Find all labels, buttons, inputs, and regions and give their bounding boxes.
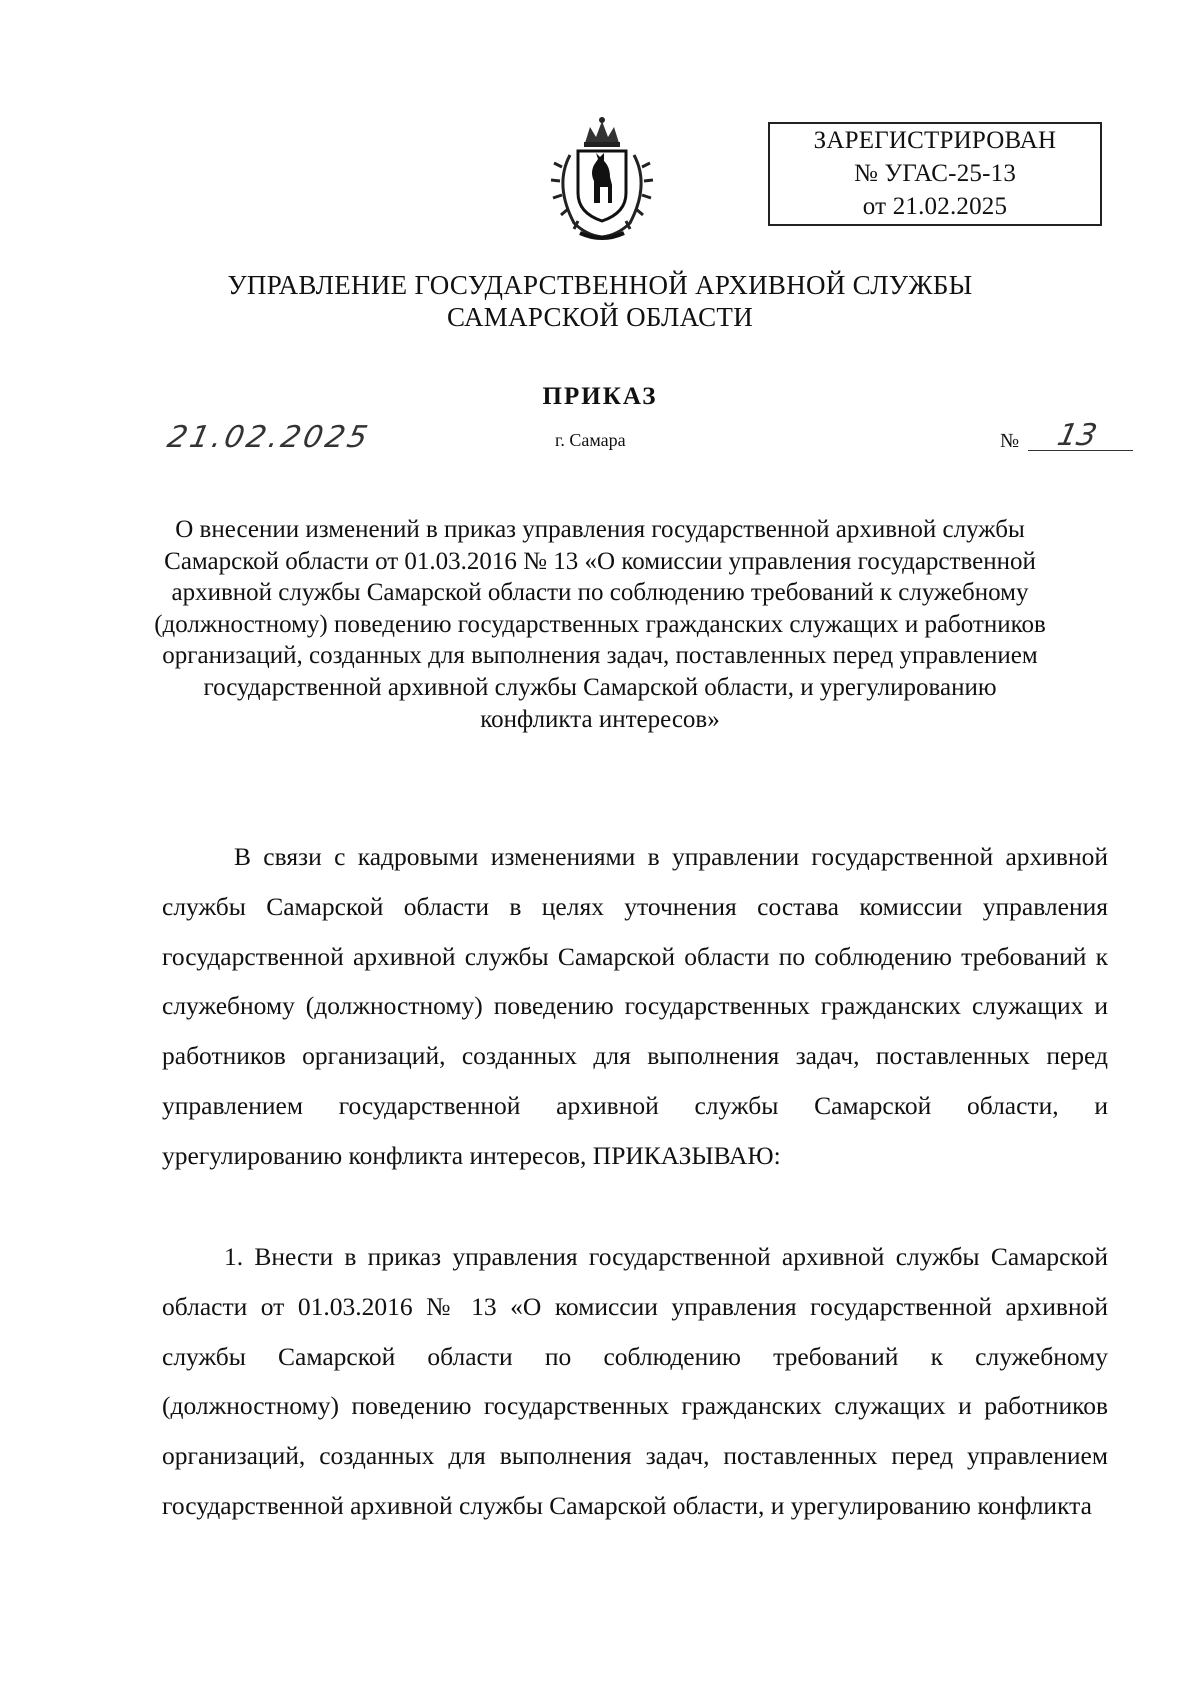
stamp-line-registered: ЗАРЕГИСТРИРОВАН (813, 127, 1057, 154)
stamp-line-number: № УГАС-25-13 (853, 160, 1017, 187)
registration-stamp (768, 122, 1102, 226)
handwritten-date: 21.02.2025 (164, 420, 374, 455)
body-paragraph-item-1: 1. Внести в приказ управления государственной архивной службы Самарской области от 01.03.2016 № 13 «О комиссии управления государственной архивной службы Самарской области по соблюдению требований к служебному (должностному) поведению государственных гражданских служащих и работников организаций, созданных для выполнения задач, поставленных перед управлением государственной архивной службы Самарской области, и урегулированию конфликта (162, 1242, 1108, 1520)
organization-name-line2: САМАРСКОЙ ОБЛАСТИ (446, 302, 753, 332)
organization-name-line1: УПРАВЛЕНИЕ ГОСУДАРСТВЕННОЙ АРХИВНОЙ СЛУЖБЫ (227, 270, 973, 300)
document-subject: О внесении изменений в приказ управления государственной архивной службы Самарской области от 01.03.2016 № 13 «О комиссии управления государственной архивной службы Самарской области по соблюдению требований к служебному (должностному) поведению государственных гражданских служащих и работников организаций, созданных для выполнения задач, поставленных перед управлением государственной архивной службы Самарской области, и урегулированию конфликта интересов» (154, 516, 1046, 733)
coat-of-arms-emblem (540, 115, 665, 245)
document-title: ПРИКАЗ (542, 383, 658, 410)
stamp-line-date: от 21.02.2025 (862, 193, 1008, 220)
handwritten-number: 13 (1054, 418, 1100, 453)
body-paragraph-preamble: В связи с кадровыми изменениями в управлении государственной архивной службы Самарской области в целях уточнения состава комиссии управления государственной архивной службы Самарской области по соблюдению требований к служебному (должностному) поведению государственных гражданских служащих и работников организаций, созданных для выполнения задач, поставленных перед управлением государственной архивной службы Самарской области, и урегулированию конфликта интересов, ПРИКАЗЫВАЮ: (162, 842, 1108, 1170)
number-label: № (1000, 430, 1020, 452)
city-label: г. Самара (555, 430, 626, 450)
